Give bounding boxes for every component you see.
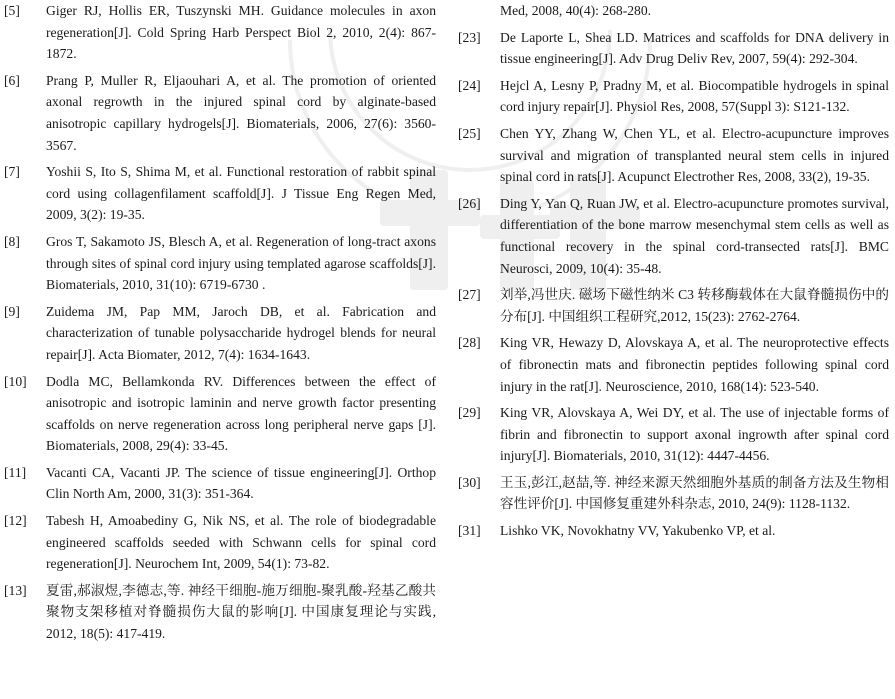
reference-text: King VR, Hewazy D, Alovskaya A, et al. The neuroprotective effects of fibronectin mats and fibronectin peptides following spinal cord injury in the rat[J]. Neuroscience, 2010, 168(14): 523-540. — [500, 335, 889, 394]
reference-entry — [458, 520, 889, 542]
reference-number: [31] — [458, 523, 481, 539]
reference-entry — [4, 580, 436, 645]
reference-text: King VR, Alovskaya A, Wei DY, et al. The use of injectable forms of fibrin and fibronectin to support axonal ingrowth after spinal cord injury[J]. Biomaterials, 2010, 31(12): 4447-4456. — [500, 405, 889, 464]
reference-text: Chen YY, Zhang W, Chen YL, et al. Electro-acupuncture improves survival and migration of transplanted neural stem cells in injured spinal cord in rats[J]. Acupunct Electrother Res, 2008, 33(2), 19-35. — [500, 125, 889, 185]
reference-continuation: Med, 2008, 40(4): 268-280. — [500, 3, 652, 18]
reference-text: 王玉,彭江,赵喆,等. 神经来源天然细胞外基质的制备方法及生物相容性评价[J]. 中国修复重建外科杂志, 2010, 24(9): 1128-1132. — [500, 474, 889, 512]
reference-text: Hejcl A, Lesny P, Pradny M, et al. Biocompatible hydrogels in spinal cord injury repair[J]. Physiol Res, 2008, 57(Suppl 3): S121-132. — [500, 77, 889, 115]
reference-number: [13] — [4, 582, 27, 598]
reference-number: [28] — [458, 335, 481, 351]
reference-entry — [4, 301, 436, 366]
reference-number: [29] — [458, 405, 481, 421]
reference-number: [5] — [4, 3, 20, 18]
reference-number: [30] — [458, 474, 481, 490]
reference-entry — [458, 402, 889, 467]
reference-entry — [458, 123, 889, 188]
reference-entry — [4, 510, 436, 575]
reference-number: [24] — [458, 77, 481, 93]
reference-text: Dodla MC, Bellamkonda RV. Differences between the effect of anisotropic and isotropic laminin and nerve growth factor presenting scaffolds on nerve regeneration across long peripheral nerve gaps [J]. Biomaterials, 2008, 29(4): 33-45. — [46, 373, 436, 454]
reference-entry — [458, 193, 889, 279]
reference-number: [8] — [4, 233, 20, 249]
reference-text: Prang P, Muller R, Eljaouhari A, et al. The promotion of oriented axonal regrowth in the injured spinal cord by alginate-based anisotropic capillary hydrogels[J]. Biomaterials, 2006, 27(6): 3560-3567. — [46, 72, 436, 153]
reference-text: Gros T, Sakamoto JS, Blesch A, et al. Regeneration of long-tract axons through sites of spinal cord injury using templated agarose scaffolds[J]. Biomaterials, 2010, 31(10): 6719-6730 . — [46, 233, 436, 293]
left-reference-column — [4, 0, 436, 650]
reference-text: Ding Y, Yan Q, Ruan JW, et al. Electro-acupuncture promotes survival, differentiation of the bone marrow mesenchymal stem cells as well as functional recovery in the spinal cord-transected rats[J]. BMC Neurosci, 2009, 10(4): 35-48. — [500, 195, 889, 276]
reference-number: [10] — [4, 373, 27, 389]
reference-text: Giger RJ, Hollis ER, Tuszynski MH. Guidance molecules in axon regeneration[J]. Cold Spring Harb Perspect Biol 2, 2010, 2(4): 867-1872. — [46, 3, 436, 62]
reference-entry — [4, 161, 436, 226]
reference-text: Lishko VK, Novokhatny VV, Yakubenko VP, et al. — [500, 523, 776, 539]
reference-entry — [458, 284, 889, 327]
reference-text: Tabesh H, Amoabediny G, Nik NS, et al. The role of biodegradable engineered scaffolds seeded with Schwann cells for spinal cord regeneration[J]. Neurochem Int, 2009, 54(1): 73-82. — [46, 513, 436, 572]
reference-entry — [4, 462, 436, 505]
reference-text: De Laporte L, Shea LD. Matrices and scaffolds for DNA delivery in tissue engineering[J]. Adv Drug Deliv Rev, 2007, 59(4): 292-304. — [500, 29, 889, 67]
left-reference-list — [4, 0, 436, 645]
reference-text: 夏雷,郝淑煜,李德志,等. 神经干细胞-施万细胞-聚乳酸-羟基乙酸共聚物支架移植对脊髓损伤大鼠的影响[J]. 中国康复理论与实践, 2012, 18(5): 417-419. — [46, 582, 436, 642]
reference-text: Zuidema JM, Pap MM, Jaroch DB, et al. Fabrication and characterization of tunable polysaccharide hydrogel blends for neural repair[J]. Acta Biomater, 2012, 7(4): 1634-1643. — [46, 303, 436, 362]
reference-text: 刘举,冯世庆. 磁场下磁性纳米 C3 转移酶载体在大鼠脊髓损伤中的分布[J]. 中国组织工程研究,2012, 15(23): 2762-2764. — [500, 287, 889, 324]
reference-number: [27] — [458, 287, 481, 303]
reference-entry — [4, 231, 436, 296]
reference-entry — [4, 70, 436, 156]
reference-number: [25] — [458, 125, 481, 141]
reference-entry — [458, 75, 889, 118]
reference-number: [6] — [4, 72, 20, 88]
reference-entry — [458, 472, 889, 515]
reference-number: [23] — [458, 29, 481, 45]
right-reference-column — [458, 0, 889, 547]
reference-entry — [458, 27, 889, 70]
reference-number: [12] — [4, 513, 27, 529]
reference-entry — [4, 0, 436, 65]
reference-entry — [4, 371, 436, 457]
right-reference-list — [458, 27, 889, 542]
reference-entry — [458, 332, 889, 397]
reference-text: Yoshii S, Ito S, Shima M, et al. Functional restoration of rabbit spinal cord using collagenfilament scaffold[J]. J Tissue Eng Regen Med, 2009, 3(2): 19-35. — [46, 164, 436, 223]
reference-number: [26] — [458, 195, 481, 211]
reference-number: [7] — [4, 164, 20, 180]
reference-number: [9] — [4, 303, 20, 319]
reference-number: [11] — [4, 464, 27, 480]
reference-text: Vacanti CA, Vacanti JP. The science of tissue engineering[J]. Orthop Clin North Am, 2000, 31(3): 351-364. — [46, 464, 436, 502]
